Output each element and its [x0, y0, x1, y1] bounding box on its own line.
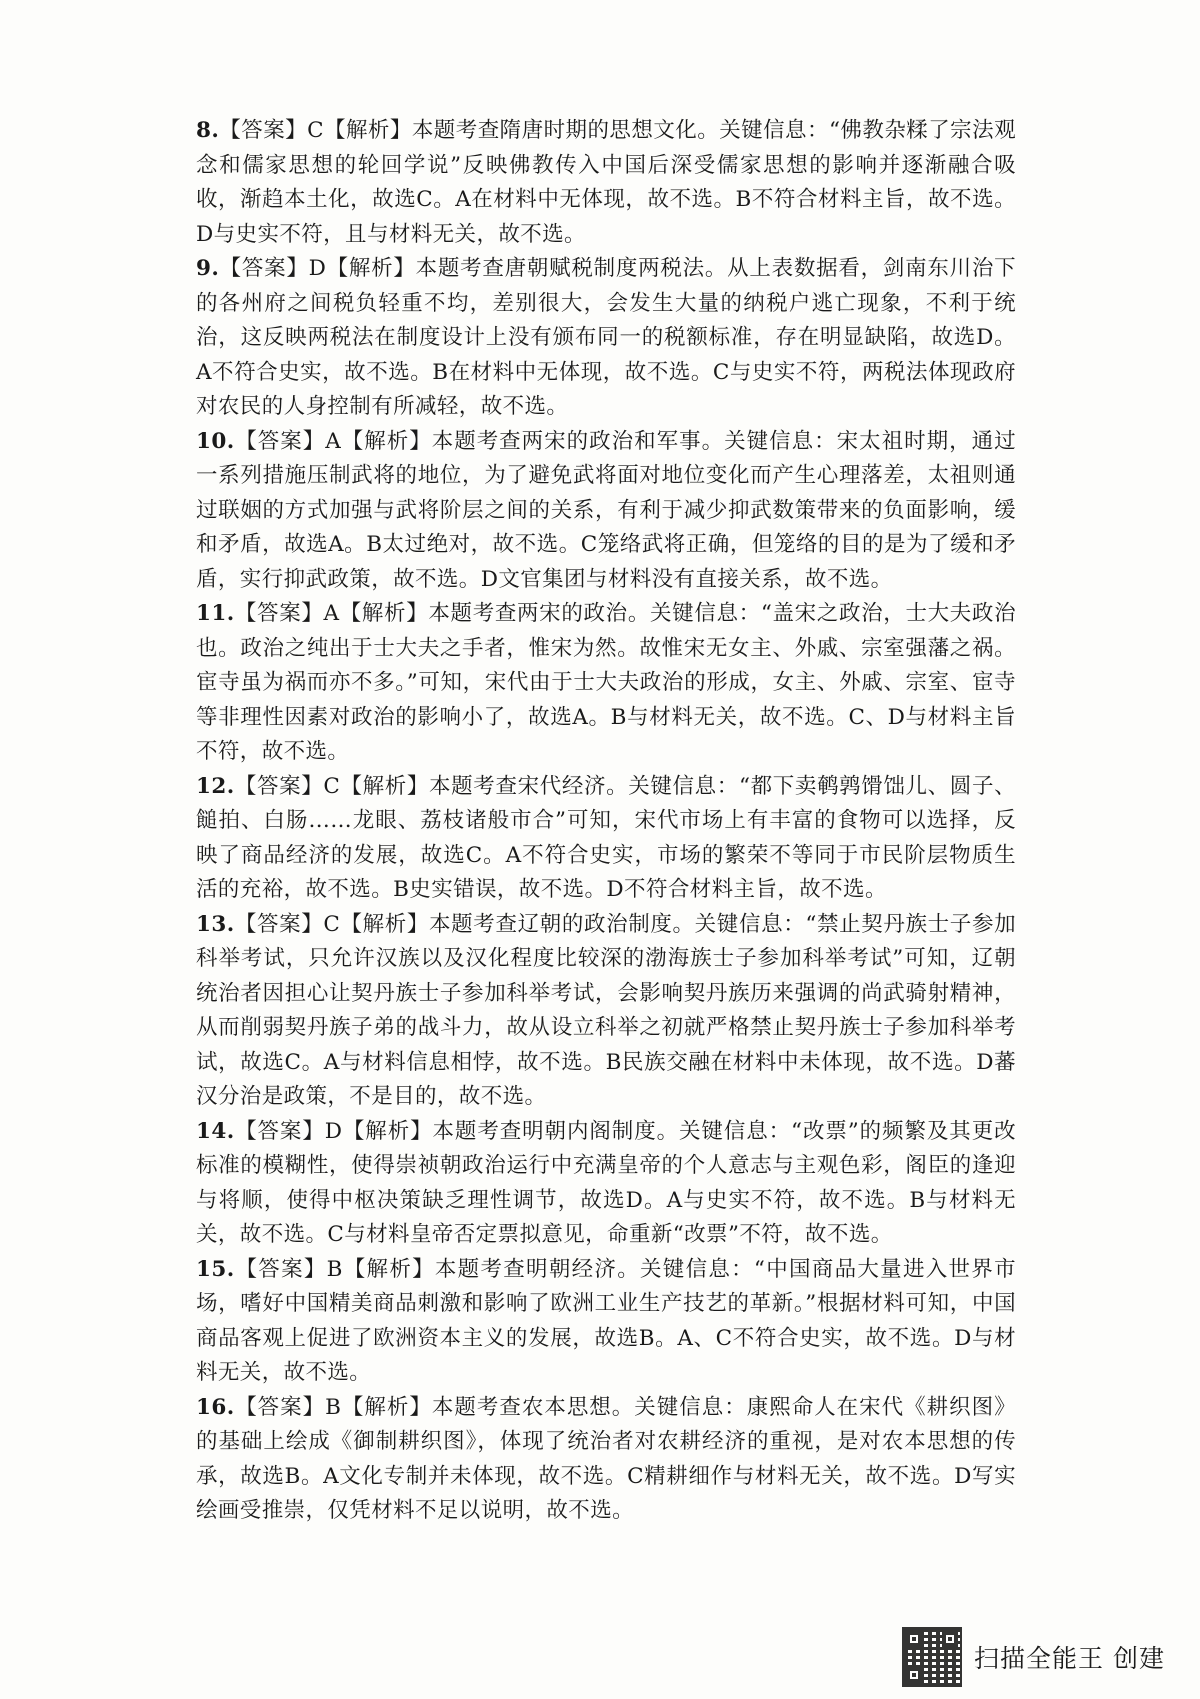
answer-number: 16. — [196, 1394, 235, 1420]
answer-text: 【答案】B【解析】本题考查明朝经济。关键信息：“中国商品大量进入世界市场，嗜好中国精美商品刺激和影响了欧洲工业生产技艺的革新。”根据材料可知，中国商品客观上促进了欧洲资本主义的发展，故选B。A、C不符合史实，故不选。D与材料无关，故不选。 — [196, 1256, 1016, 1385]
answer-item-11 — [196, 597, 1016, 770]
answer-number: 9. — [196, 256, 220, 281]
answer-item-14 — [196, 1115, 1016, 1253]
answer-item-12 — [196, 770, 1016, 908]
answer-item-15 — [196, 1253, 1016, 1391]
answer-text: 【答案】C【解析】本题考查隋唐时期的思想文化。关键信息：“佛教杂糅了宗法观念和儒家思想的轮回学说”反映佛教传入中国后深受儒家思想的影响并逐渐融合吸收，渐趋本土化，故选C。A在材料中无体现，故不选。B不符合材料主旨，故不选。D与史实不符，且与材料无关，故不选。 — [196, 118, 1016, 247]
answer-text: 【答案】A【解析】本题考查两宋的政治和军事。关键信息：宋太祖时期，通过一系列措施压制武将的地位，为了避免武将面对地位变化而产生心理落差，太祖则通过联姻的方式加强与武将阶层之间的关系，有利于减少抑武数策带来的负面影响，缓和矛盾，故选A。B太过绝对，故不选。C笼络武将正确，但笼络的目的是为了缓和矛盾，实行抑武政策，故不选。D文官集团与材料没有直接关系，故不选。 — [196, 428, 1016, 592]
answer-item-9 — [196, 252, 1016, 425]
answer-number: 12. — [196, 773, 235, 799]
answer-text: 【答案】D【解析】本题考查唐朝赋税制度两税法。从上表数据看，剑南东川治下的各州府之间税负轻重不均，差别很大，会发生大量的纳税户逃亡现象，不利于统治，这反映两税法在制度设计上没有颁布同一的税额标准，存在明显缺陷，故选D。A不符合史实，故不选。B在材料中无体现，故不选。C与史实不符，两税法体现政府对农民的人身控制有所减轻，故不选。 — [196, 256, 1016, 419]
answer-item-13 — [196, 908, 1016, 1115]
answer-item-16 — [196, 1391, 1016, 1529]
qr-code-icon — [902, 1627, 962, 1687]
answer-number: 10. — [196, 428, 235, 454]
scanner-watermark — [902, 1627, 1165, 1687]
answer-item-8 — [196, 114, 1016, 252]
answer-item-10 — [196, 425, 1016, 598]
qr-finder-mark — [906, 1631, 922, 1647]
answer-number: 11. — [196, 601, 235, 626]
qr-finder-mark — [906, 1667, 922, 1683]
answer-number: 13. — [196, 911, 235, 937]
answer-number: 15. — [196, 1256, 235, 1282]
answer-text: 【答案】B【解析】本题考查农本思想。关键信息：康熙命人在宋代《耕织图》的基础上绘成《御制耕织图》，体现了统治者对农耕经济的重视，是对农本思想的传承，故选B。A文化专制并未体现，故不选。C精耕细作与材料无关，故不选。D写实绘画受推崇，仅凭材料不足以说明，故不选。 — [196, 1394, 1016, 1523]
answer-text: 【答案】C【解析】本题考查辽朝的政治制度。关键信息：“禁止契丹族士子参加科举考试，只允许汉族以及汉化程度比较深的渤海族士子参加科举考试”可知，辽朝统治者因担心让契丹族士子参加科举考试，会影响契丹族历来强调的尚武骑射精神，从而削弱契丹族子弟的战斗力，故从设立科举之初就严格禁止契丹族士子参加科举考试，故选C。A与材料信息相悖，故不选。B民族交融在材料中未体现，故不选。D蕃汉分治是政策，不是目的，故不选。 — [196, 911, 1016, 1109]
answer-text: 【答案】A【解析】本题考查两宋的政治。关键信息：“盖宋之政治，士大夫政治也。政治之纯出于士大夫之手者，惟宋为然。故惟宋无女主、外戚、宗室强藩之祸。宦寺虽为祸而亦不多。”可知，宋代由于士大夫政治的形成，女主、外戚、宗室、宦寺等非理性因素对政治的影响小了，故选A。B与材料无关，故不选。C、D与材料主旨不符，故不选。 — [196, 601, 1016, 764]
answer-number: 8. — [196, 118, 220, 143]
answer-list — [196, 114, 1016, 1529]
answer-text: 【答案】C【解析】本题考查宋代经济。关键信息：“都下卖鹌鹑馉饳儿、圆子、䭔拍、白肠……龙眼、荔枝诸般市合”可知，宋代市场上有丰富的食物可以选择，反映了商品经济的发展，故选C。A不符合史实，市场的繁荣不等同于市民阶层物质生活的充裕，故不选。B史实错误，故不选。D不符合材料主旨，故不选。 — [196, 773, 1016, 902]
scanner-brand-label: 扫描全能王 创建 — [974, 1644, 1165, 1673]
answer-number: 14. — [196, 1118, 235, 1144]
qr-finder-mark — [942, 1631, 958, 1647]
answer-text: 【答案】D【解析】本题考查明朝内阁制度。关键信息：“改票”的频繁及其更改标准的模糊性，使得崇祯朝政治运行中充满皇帝的个人意志与主观色彩，阁臣的逢迎与将顺，使得中枢决策缺乏理性调节，故选D。A与史实不符，故不选。B与材料无关，故不选。C与材料皇帝否定票拟意见，命重新“改票”不符，故不选。 — [196, 1118, 1016, 1247]
